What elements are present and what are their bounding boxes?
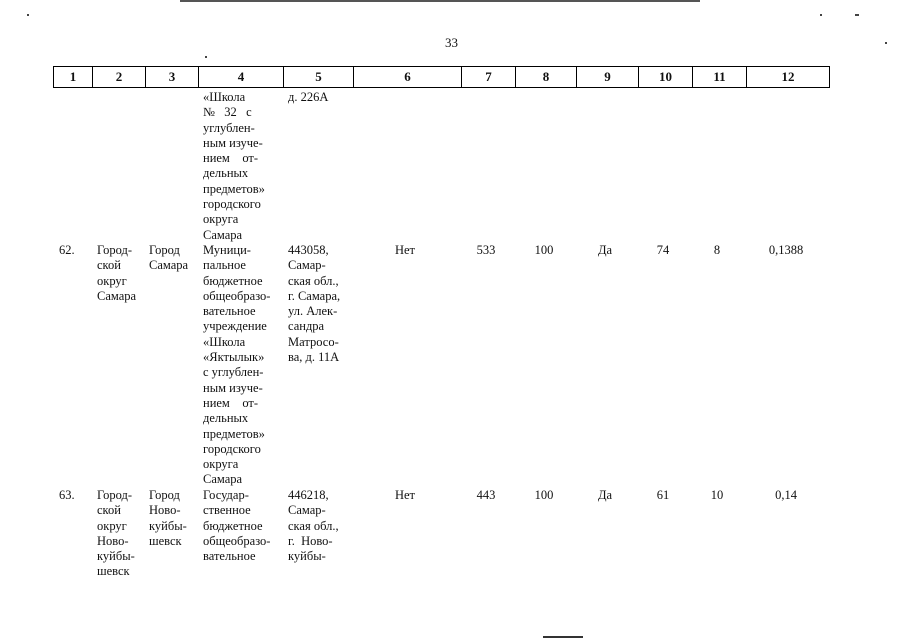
col7-value: 533 <box>476 243 496 257</box>
scan-speck <box>820 14 822 16</box>
scan-top-edge-line <box>180 0 700 2</box>
municipality: Город- ской округ Ново- куйбы- шевск <box>97 488 135 579</box>
column-header: 5 <box>284 67 354 88</box>
col8-value: 100 <box>534 488 554 502</box>
row-number: 62. <box>59 243 75 257</box>
column-header: 10 <box>639 67 693 88</box>
page-number: 33 <box>445 35 458 50</box>
column-header: 4 <box>199 67 284 88</box>
column-header-row <box>53 66 830 88</box>
col12-value: 0,1388 <box>768 243 804 257</box>
scan-speck <box>205 56 207 58</box>
institution-name: Муници- пальное бюджетное общеобразо- вательное учреждение «Школа «Яктылык» с углублен- ным изуче- нием от- дельных предметов» городского округа Самара <box>203 243 271 487</box>
col7-value: 443 <box>476 488 496 502</box>
col9-value: Да <box>597 243 613 257</box>
column-header: 9 <box>577 67 639 88</box>
column-header: 12 <box>747 67 830 88</box>
column-header: 6 <box>354 67 462 88</box>
continued-institution-name: «Школа № 32 с углублен- ным изуче- нием от- дельных предметов» городского округа Самара <box>203 90 265 242</box>
column-header: 1 <box>54 67 93 88</box>
scan-speck <box>27 14 29 16</box>
column-header: 7 <box>462 67 516 88</box>
continued-address: д. 226А <box>288 90 329 104</box>
settlement: Город Ново- куйбы- шевск <box>149 488 187 548</box>
address: 443058, Самар- ская обл., г. Самара, ул. Алек- сандра Матросо- ва, д. 11А <box>288 243 341 365</box>
bottom-rule <box>543 636 583 638</box>
col9-value: Да <box>597 488 613 502</box>
scan-speck <box>855 14 859 16</box>
column-header: 2 <box>93 67 146 88</box>
col10-value: 61 <box>656 488 670 502</box>
column-header: 11 <box>693 67 747 88</box>
municipality: Город- ской округ Самара <box>97 243 137 303</box>
col12-value: 0,14 <box>775 488 797 502</box>
address: 446218, Самар- ская обл., г. Ново- куйбы- <box>288 488 339 564</box>
column-header: 8 <box>516 67 577 88</box>
settlement: Город Самара <box>149 243 189 273</box>
column-header: 3 <box>146 67 199 88</box>
col10-value: 74 <box>656 243 670 257</box>
col6-value: Нет <box>394 488 416 502</box>
col11-value: 10 <box>710 488 724 502</box>
col11-value: 8 <box>713 243 721 257</box>
institution-name: Государ- ственное бюджетное общеобразо- вательное <box>203 488 271 564</box>
col8-value: 100 <box>534 243 554 257</box>
col6-value: Нет <box>394 243 416 257</box>
row-number: 63. <box>59 488 75 502</box>
